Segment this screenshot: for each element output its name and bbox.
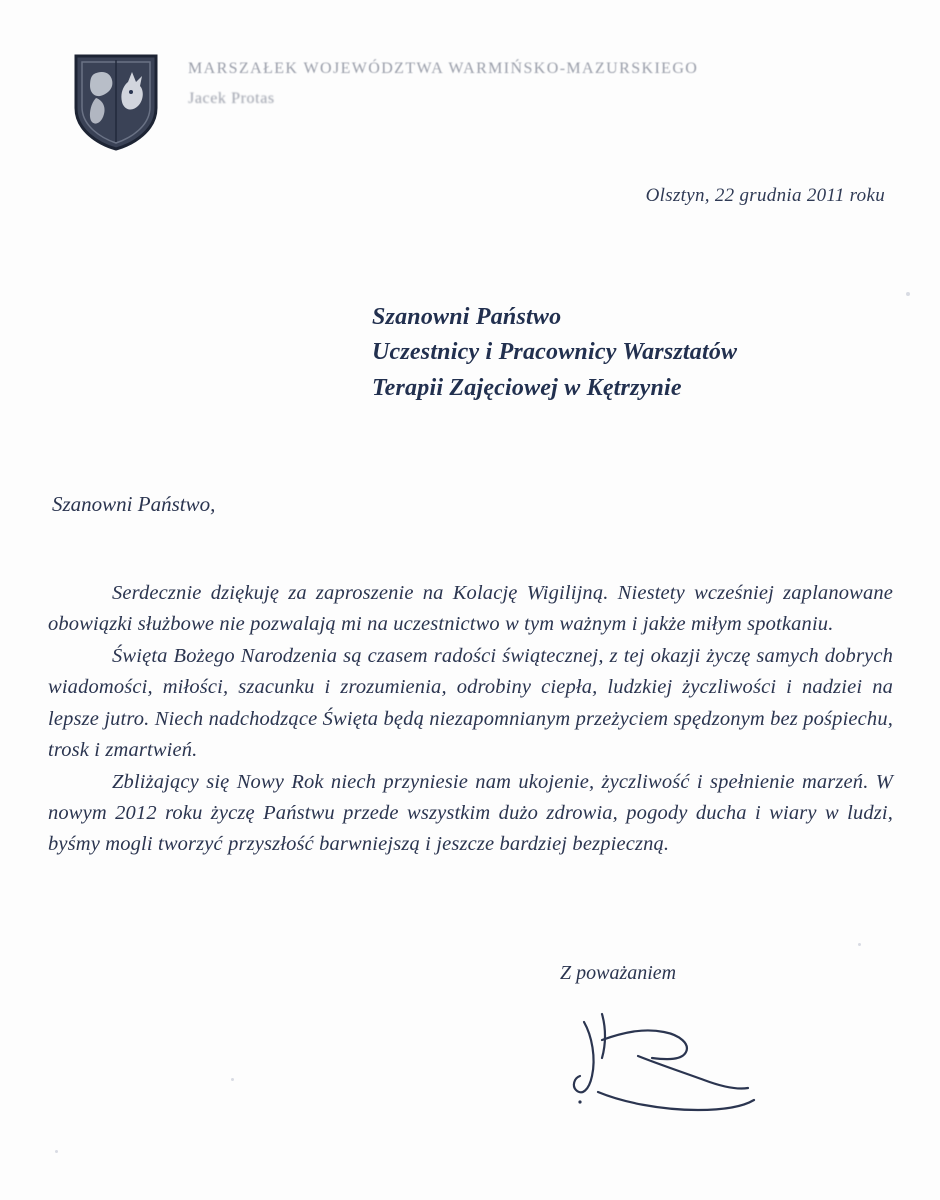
- scan-speck: [906, 292, 910, 296]
- letterhead: [70, 52, 870, 162]
- salutation: Szanowni Państwo,: [52, 492, 216, 516]
- letter-body: [48, 578, 893, 861]
- addressee-line-1: Szanowni Państwo: [372, 304, 562, 330]
- place-and-date: Olsztyn, 22 grudnia 2011 roku: [645, 185, 885, 206]
- addressee-block: [372, 300, 737, 406]
- addressee-line-2: Uczestnicy i Pracownicy Warsztatów: [372, 339, 738, 366]
- scan-speck: [55, 1150, 58, 1153]
- handwritten-signature-icon: [540, 1010, 800, 1140]
- body-paragraph-2: Święta Bożego Narodzenia są czasem radości świątecznej, z tej okazji życzę samych dobrych wiadomości, miłości, szacunku i zrozumienia, odrobiny ciepła, ludzkiej życzliwości i nadziei na lepsze jutro. Niech nadchodzące Święta będą niezapomnianym przeżyciem spędzonym bez pośpiechu, trosk i zmartwień.: [48, 645, 893, 761]
- body-paragraph-3: Zbliżający się Nowy Rok niech przyniesie nam ukojenie, życzliwość i spełnienie marzeń. W nowym 2012 roku życzę Państwu przede wszystkim dużo zdrowia, pogody ducha i wiary w ludzi, byśmy mogli tworzyć przyszłość barwniejszą i jeszcze bardziej bezpieczną.: [48, 770, 893, 856]
- scan-speck: [858, 943, 861, 946]
- coat-of-arms-icon: [70, 52, 162, 152]
- letterhead-text: [188, 60, 868, 108]
- body-paragraph-1: Serdecznie dziękuję za zaproszenie na Kolację Wigilijną. Niestety wcześniej zaplanowane obowiązki służbowe nie pozwalają mi na uczestnictwo w tym ważnym i jakże miłym spotkaniu.: [48, 582, 893, 636]
- addressee-line-3: Terapii Zajęciowej w Kętrzynie: [372, 374, 682, 401]
- office-title: MARSZAŁEK WOJEWÓDZTWA WARMIŃSKO-MAZURSKIEGO: [188, 60, 699, 77]
- official-name: Jacek Protas: [188, 90, 275, 107]
- closing-phrase: Z poważaniem: [560, 962, 677, 984]
- scan-speck: [231, 1078, 234, 1081]
